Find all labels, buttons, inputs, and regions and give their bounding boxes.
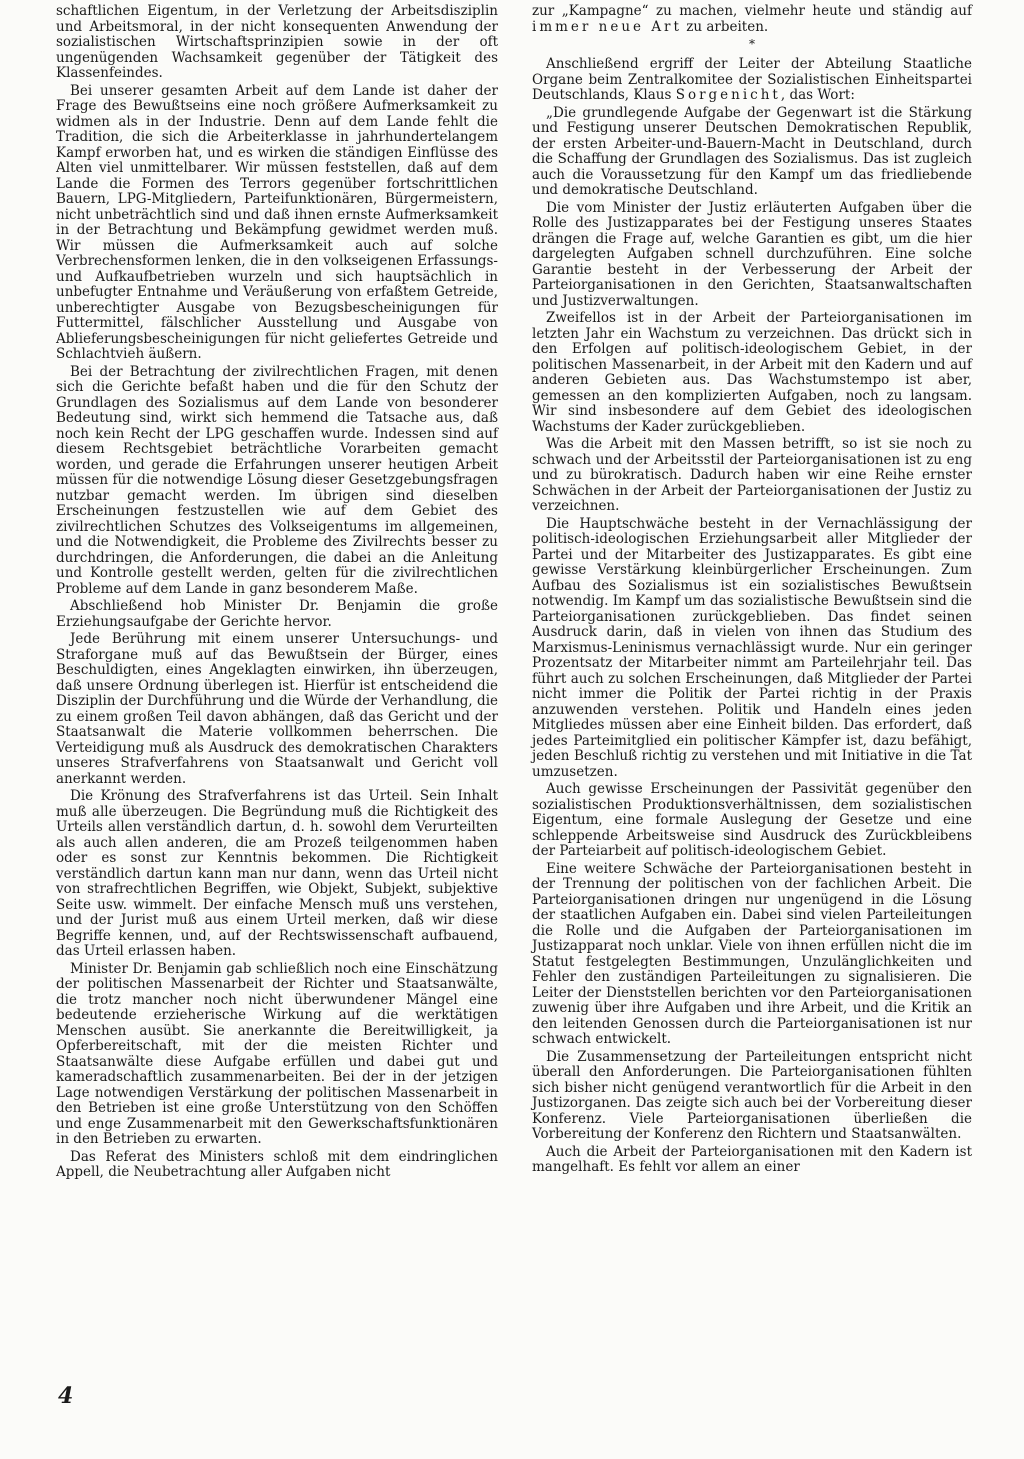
paragraph: Auch gewisse Erscheinungen der Passivität gegenüber den sozialistischen Produktionsverhältnissen, dem sozialistischen Eigentum, eine formale Auslegung der Gesetze und eine schleppende Arbeitsweise sind Ausdruck des Zurückbleibens der Parteiarbeit auf politisch-ideologischem Gebiet. [532,781,972,859]
paragraph: Minister Dr. Benjamin gab schließlich noch eine Einschätzung der politischen Massenarbeit der Richter und Staatsanwälte, die trotz mancher noch nicht überwundener Mängel eine bedeutende erzieherische Wirkung auf die werktätigen Menschen ausübt. Sie anerkannte die Bereitwilligkeit, ja Opferbereitschaft, mit der die meisten Richter und Staatsanwälte diese Aufgabe erfüllen und dabei gut und kameradschaftlich zusammenarbeiten. Bei der in der jetzigen Lage notwendigen Verstärkung der politischen Massenarbeit in den Betrieben ist eine große Unterstützung von den Schöffen und enge Zusammenarbeit mit den Gewerkschaftsfunktionären in den Betrieben zu erwarten. [56,960,498,1147]
paragraph-intro [532,57,972,104]
text-run: Anschließend ergriff der Leiter der Abteilung Staatliche Organe beim Zentralkomitee der Sozialistischen Einheitspartei Deutschlands, Klaus [532,56,972,103]
text-run: zu arbeiten. [681,18,769,35]
paragraph-continuation [532,4,972,35]
paragraph: Abschließend hob Minister Dr. Benjamin die große Erziehungsaufgabe der Gerichte hervor. [56,598,498,630]
paragraph: Was die Arbeit mit den Massen betrifft, so ist sie noch zu schwach und der Arbeitsstil der Parteiorganisationen ist zu eng und zu bürokratisch. Dadurch haben wir eine Reihe ernster Schwächen in der Arbeit der Parteiorganisationen der Justiz zu verzeichnen. [532,436,972,514]
right-column [532,4,972,1178]
paragraph: Bei der Betrachtung der zivilrechtlichen Fragen, mit denen sich die Gerichte befaßt haben und die für den Schutz der Grundlagen des Sozialismus auf dem Lande von besonderer Bedeutung sind, wirkt sich hemmend die Tatsache aus, daß noch kein Recht der LPG geschaffen wurde. Indessen sind auf diesem Rechtsgebiet beträchtliche Vorarbeiten gemacht worden, und gerade die Erfahrungen unserer heutigen Arbeit müssen für die notwendige Lösung dieser Gesetzgebungsfragen nutzbar gemacht werden. Im übrigen sind dieselben Erscheinungen festzustellen wie auf dem Gebiet des zivilrechtlichen Schutzes des Volkseigentums im allgemeinen, und die Notwendigkeit, die Probleme des Zivilrechts besser zu durchdringen, die Anforderungen, die dabei an die Anleitung und Kontrolle gestellt werden, gelten für die zivilrechtlichen Probleme auf dem Lande in ganz besonderem Maße. [56,363,498,597]
paragraph: schaftlichen Eigentum, in der Verletzung der Arbeitsdisziplin und Arbeitsmoral, in der nicht konsequenten Anwendung der sozialistischen Wirtschaftsprinzipien sowie in der oft ungenügenden Wachsamkeit gegenüber der Tätigkeit des Klassenfeindes. [56,3,498,81]
text-run: , das Wort: [780,87,855,103]
paragraph: Die vom Minister der Justiz erläuterten Aufgaben über die Rolle des Justizapparates bei der Festigung unseres Staates drängen die Frage auf, welche Garantien es gibt, um die hier dargelegten Aufgaben schnell durchzuführen. Eine solche Garantie besteht in der Verbesserung der Arbeit der Parteiorganisationen in den Gerichten, Staatsanwaltschaften und Justizverwaltungen. [532,199,972,309]
paragraph: Eine weitere Schwäche der Parteiorganisationen besteht in der Trennung der politischen von der fachlichen Arbeit. Die Parteiorganisationen dringen nur ungenügend in die Lösung der staatlichen Aufgaben ein. Dabei sind vielen Parteileitungen die Rolle und die Aufgaben der Parteiorganisationen im Justizapparat noch unklar. Viele von ihnen erfüllen nicht die im Statut festgelegten Bestimmungen, Unzulänglichkeiten und Fehler den zuständigen Parteileitungen zu signalisieren. Die Leiter der Dienststellen berichten vor den Parteiorganisationen zuwenig über ihre Aufgaben und ihre Arbeit, und die Kritik an den leitenden Genossen durch die Parteiorganisationen ist nur schwach entwickelt. [532,860,972,1047]
paragraph: „Die grundlegende Aufgabe der Gegenwart ist die Stärkung und Festigung unserer Deutschen Demokratischen Republik, der ersten Arbeiter-und-Bauern-Macht in Deutschland, durch die Schaffung der Grundlagen des Sozialismus. Das ist zugleich auch die Voraussetzung für den Kampf um das friedliebende und demokratische Deutschland. [532,104,972,198]
paragraph: Bei unserer gesamten Arbeit auf dem Lande ist daher der Frage des Bewußtseins eine noch größere Aufmerksamkeit zu widmen als in der Industrie. Denn auf dem Lande fehlt die Tradition, die sich die Arbeiterklasse in jahrhundertelangem Kampf erworben hat, und es wirken die ständigen Einflüsse des Alten viel unmittelbarer. Wir müssen feststellen, daß auf dem Lande die Formen des Terrors gegenüber fortschrittlichen Bauern, LPG-Mitgliedern, Parteifunktionären, Bürgermeistern, nicht unbeträchtlich sind und daß ihnen ernste Aufmerksamkeit in der Betrachtung und Bekämpfung gewidmet werden muß. Wir müssen die Aufmerksamkeit auch auf solche Verbrechensformen lenken, die in den volkseigenen Erfassungs- und Aufkaufbetrieben wurzeln und sich hauptsächlich in unbefugter Entnahme und Veräußerung von erfaßtem Getreide, unberechtigter Ausgabe von Bezugsbescheinigungen für Futtermittel, fälschlicher Ausstellung und Ausgabe von Ablieferungsbescheinigungen für nicht geliefertes Getreide und Schlachtvieh äußern. [56,82,498,362]
speaker-name: Sorgenicht [675,87,781,103]
left-column [56,4,498,1183]
paragraph: Das Referat des Ministers schloß mit dem eindringlichen Appell, die Neubetrachtung aller Aufgaben nicht [56,1148,498,1180]
spaced-emphasis: immer neue Art [532,18,682,35]
paragraph: Die Zusammensetzung der Parteileitungen entspricht nicht überall den Anforderungen. Die Parteiorganisationen fühlten sich bisher nicht genügend verantwortlich für die Arbeit in den Justizorganen. Das zeigte sich auch bei der Vorbereitung dieser Konferenz. Viele Parteiorganisationen überließen die Vorbereitung der Konferenz den Richtern und Staatsanwälten. [532,1048,972,1142]
paragraph: Die Hauptschwäche besteht in der Vernachlässigung der politisch-ideologischen Erziehungsarbeit aller Mitglieder der Partei und der Mitarbeiter des Justizapparates. Es gibt eine gewisse Verstärkung kleinbürgerlicher Erscheinungen. Zum Aufbau des Sozialismus ist ein sozialistisches Bewußtsein notwendig. Im Kampf um das sozialistische Bewußtsein sind die Parteiorganisationen zurückgeblieben. Das findet seinen Ausdruck darin, daß in vielen von ihnen das Studium des Marxismus-Leninismus vernachlässigt wurde. Nur ein geringer Prozentsatz der Mitarbeiter nimmt am Parteilehrjahr teil. Das führt auch zu solchen Erscheinungen, daß Mitglieder der Partei nicht immer die Politik der Partei richtig in der Praxis anzuwenden verstehen. Politik und Handeln eines jeden Mitgliedes müssen aber eine Einheit bilden. Das erfordert, daß jedes Parteimitglied ein politischer Kämpfer ist, dazu befähigt, jeden Beschluß richtig zu verstehen und mit Initiative in die Tat umzusetzen. [532,515,972,780]
paragraph: Die Krönung des Strafverfahrens ist das Urteil. Sein Inhalt muß alle überzeugen. Die Begründung muß die Richtigkeit des Urteils allen verständlich dartun, d. h. sowohl dem Verurteilten als auch allen anderen, die am Prozeß teilgenommen haben oder es sonst zur Kenntnis bekommen. Die Richtigkeit verständlich dartun kann man nur dann, wenn das Urteil nicht von strafrechtlichen Begriffen, wie Objekt, Subjekt, subjektive Seite usw. wimmelt. Der einfache Mensch muß uns verstehen, und der Jurist muß aus einem Urteil merken, daß wir diese Begriffe kennen, und, auf der Rechtswissenschaft aufbauend, das Urteil erlassen haben. [56,788,498,959]
page-number: 4 [58,1383,74,1409]
paragraph: Jede Berührung mit einem unserer Untersuchungs- und Straforgane muß auf das Bewußtsein der Bürger, eines Beschuldigten, eines Angeklagten einwirken, ihn überzeugen, daß unsere Ordnung überlegen ist. Hierfür ist entscheidend die Disziplin der Durchführung und die Würde der Verhandlung, die zu einem großen Teil davon abhängen, daß das Gericht und der Staatsanwalt die Materie vollkommen beherrschen. Die Verteidigung muß als Ausdruck des demokratischen Charakters unseres Strafverfahrens von Staatsanwalt und Gericht voll anerkannt werden. [56,631,498,787]
paragraph: Zweifellos ist in der Arbeit der Parteiorganisationen im letzten Jahr ein Wachstum zu verzeichnen. Das drückt sich in den Erfolgen auf politisch-ideologischem Gebiet, in der politischen Massenarbeit, in der Arbeit mit den Kadern und auf anderen Gebieten aus. Das Wachstumstempo ist aber, gemessen an den komplizierten Aufgaben, noch zu langsam. Wir sind insbesondere auf dem Gebiet des ideologischen Wachstums der Kader zurückgeblieben. [532,310,972,435]
text-run: zur „Kampagne“ zu machen, vielmehr heute und ständig auf [532,3,972,19]
paragraph: Auch die Arbeit der Parteiorganisationen mit den Kadern ist mangelhaft. Es fehlt vor allem an einer [532,1143,972,1175]
section-ornament: * [749,37,755,51]
